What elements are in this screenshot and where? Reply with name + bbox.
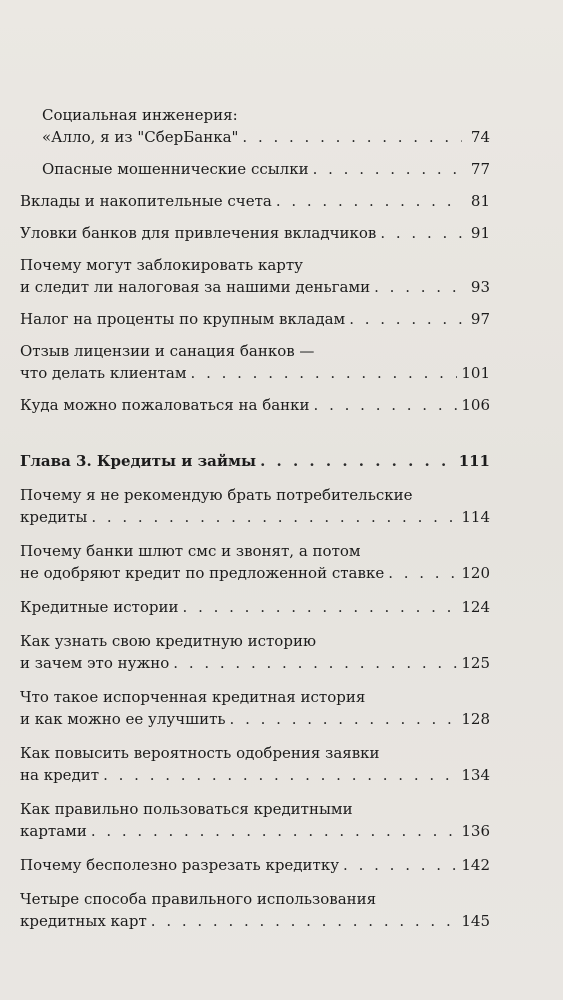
leader-dots	[260, 450, 455, 472]
toc-entry-line: Социальная инженерия:	[42, 106, 238, 124]
toc-entry-line: Отзыв лицензии и санация банков —	[20, 342, 315, 360]
toc-entry-line: Куда можно пожаловаться на банки	[20, 396, 310, 414]
toc-entry-line: Опасные мошеннические ссылки	[42, 160, 309, 178]
toc-entry	[20, 222, 490, 244]
leader-dots	[349, 308, 462, 330]
toc-entry-line: Вклады и накопительные счета	[20, 192, 272, 210]
toc-entry-line: Как узнать свою кредитную историю	[20, 632, 317, 650]
toc-entry-line: Четыре способа правильного использования	[20, 890, 377, 908]
leader-dots	[313, 158, 462, 180]
toc-entry	[20, 686, 490, 730]
toc-entry-line: что делать клиентам	[20, 364, 187, 382]
leader-dots	[91, 506, 457, 528]
toc-entry-line: Почему банки шлют смс и звонят, а потом	[20, 542, 361, 560]
leader-dots	[242, 126, 462, 148]
toc-entry	[20, 888, 490, 932]
toc-entry	[20, 798, 490, 842]
page-number: 125	[461, 654, 490, 672]
page-number: 91	[470, 224, 490, 242]
page-number: 145	[461, 912, 490, 930]
toc-entry	[20, 308, 490, 330]
toc-entry	[20, 254, 490, 298]
page-number: 81	[470, 192, 490, 210]
leader-dots	[191, 362, 458, 384]
page-number: 74	[470, 128, 490, 146]
leader-dots	[183, 596, 458, 618]
table-of-contents	[20, 104, 490, 932]
page-number: 142	[461, 856, 490, 874]
toc-entry-line: Что такое испорченная кредитная история	[20, 688, 366, 706]
leader-dots	[91, 820, 458, 842]
toc-entry	[20, 484, 490, 528]
page-number: 106	[461, 396, 490, 414]
toc-entry-line: и следит ли налоговая за нашими деньгами	[20, 278, 371, 296]
page-number: 97	[470, 310, 490, 328]
page-number: 128	[461, 710, 490, 728]
toc-entry-line: Почему я не рекомендую брать потребительские	[20, 486, 413, 504]
toc-entry-line: Как повысить вероятность одобрения заявки	[20, 744, 380, 762]
toc-entry-line: Кредитные истории	[20, 598, 179, 616]
leader-dots	[230, 708, 458, 730]
toc-entry-line: Почему бесполезно разрезать кредитку	[20, 856, 340, 874]
page-number: 136	[461, 822, 490, 840]
toc-entry-line: картами	[20, 822, 87, 840]
page-number: 111	[458, 452, 490, 470]
chapter-title: Глава 3. Кредиты и займы	[20, 452, 257, 470]
toc-entry	[20, 394, 490, 416]
toc-entry	[20, 596, 490, 618]
toc-entry	[20, 190, 490, 212]
toc-chapter-heading	[20, 450, 490, 472]
toc-entry-line: кредитных карт	[20, 912, 147, 930]
page-number: 93	[470, 278, 490, 296]
toc-entry	[20, 630, 490, 674]
page-number: 124	[461, 598, 490, 616]
toc-entry-line: Как правильно пользоваться кредитными	[20, 800, 353, 818]
toc-entry-line: «Алло, я из "СберБанка"	[42, 128, 239, 146]
leader-dots	[276, 190, 462, 212]
leader-dots	[343, 854, 457, 876]
leader-dots	[103, 764, 457, 786]
toc-entry	[20, 540, 490, 584]
toc-entry	[20, 854, 490, 876]
page-number: 101	[461, 364, 490, 382]
page-number: 114	[461, 508, 490, 526]
toc-entry-line: Налог на проценты по крупным вкладам	[20, 310, 346, 328]
leader-dots	[173, 652, 457, 674]
leader-dots	[380, 222, 462, 244]
toc-entry-line: не одобряют кредит по предложенной ставке	[20, 564, 385, 582]
toc-entry	[20, 340, 490, 384]
toc-entry-line: кредиты	[20, 508, 88, 526]
leader-dots	[374, 276, 462, 298]
leader-dots	[314, 394, 458, 416]
leader-dots	[151, 910, 458, 932]
leader-dots	[388, 562, 457, 584]
toc-entry	[20, 104, 490, 148]
toc-entry-line: Почему могут заблокировать карту	[20, 256, 304, 274]
page-number: 77	[470, 160, 490, 178]
toc-entry	[20, 742, 490, 786]
toc-entry-line: и как можно ее улучшить	[20, 710, 226, 728]
toc-entry-line: Уловки банков для привлечения вкладчиков	[20, 224, 377, 242]
toc-entry-line: и зачем это нужно	[20, 654, 170, 672]
toc-entry-line: на кредит	[20, 766, 100, 784]
page-number: 134	[461, 766, 490, 784]
toc-entry	[20, 158, 490, 180]
page-number: 120	[461, 564, 490, 582]
